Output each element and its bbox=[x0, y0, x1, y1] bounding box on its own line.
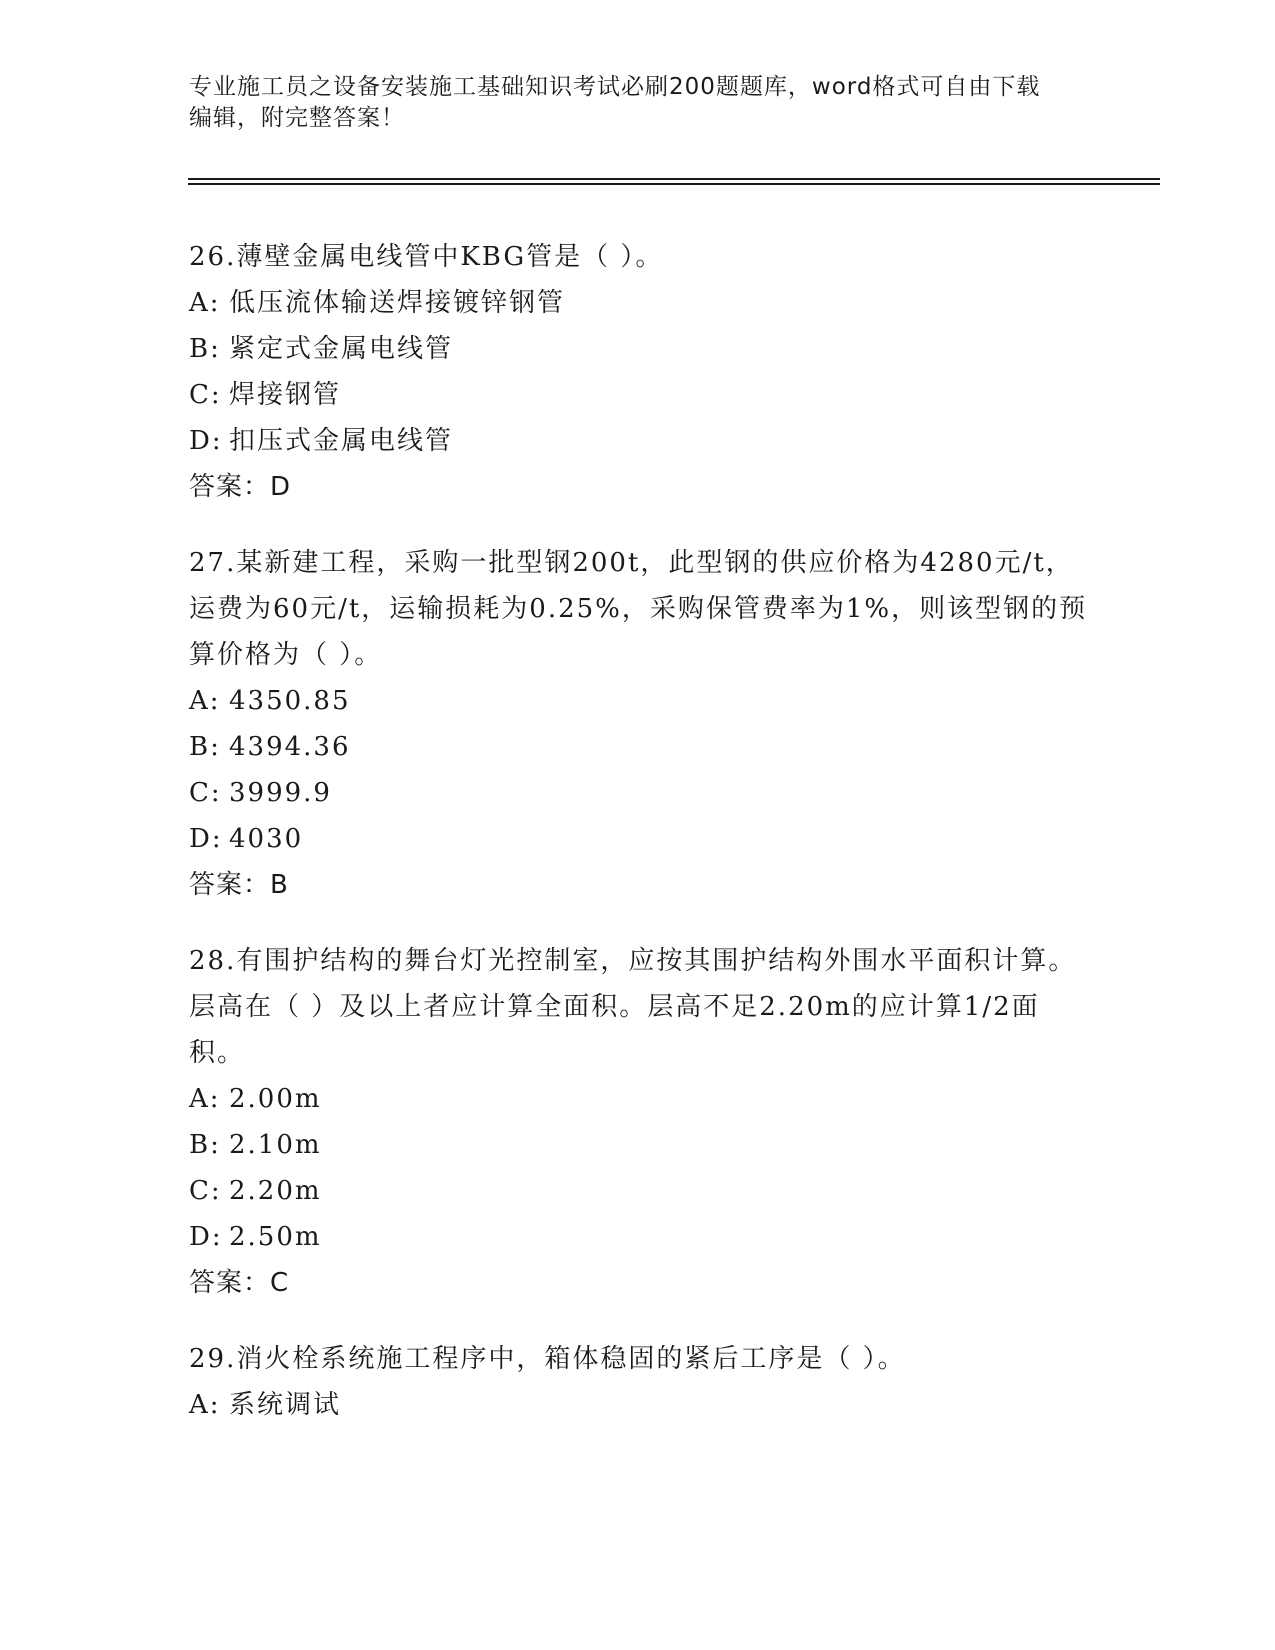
option-a bbox=[189, 678, 1089, 724]
option-text: 焊接钢管 bbox=[229, 380, 342, 410]
option-text: 2.10m bbox=[229, 1130, 322, 1160]
option-text: 2.00m bbox=[229, 1084, 322, 1114]
option-key: C: bbox=[189, 380, 222, 410]
option-text: 低压流体输送焊接镀锌钢管 bbox=[229, 288, 566, 318]
option-a bbox=[189, 1076, 1089, 1122]
option-b bbox=[189, 1122, 1089, 1168]
option-a bbox=[189, 280, 1089, 326]
option-text: 扣压式金属电线管 bbox=[229, 426, 454, 456]
question-28 bbox=[189, 938, 1089, 1306]
option-text: 2.50m bbox=[229, 1222, 322, 1252]
header-divider-top bbox=[188, 178, 1160, 180]
question-text: 29.消火栓系统施工程序中，箱体稳固的紧后工序是（ ）。 bbox=[189, 1344, 906, 1374]
option-text: 4030 bbox=[229, 824, 304, 854]
option-text: 紧定式金属电线管 bbox=[229, 334, 454, 364]
question-26 bbox=[189, 234, 1089, 510]
option-c bbox=[189, 770, 1089, 816]
question-list bbox=[189, 234, 1089, 1458]
option-d bbox=[189, 1214, 1089, 1260]
option-d bbox=[189, 816, 1089, 862]
option-a bbox=[189, 1382, 1089, 1428]
option-key: B: bbox=[189, 334, 221, 364]
answer-line: 答案：D bbox=[189, 472, 292, 502]
option-key: B: bbox=[189, 732, 221, 762]
option-key: D: bbox=[189, 426, 223, 456]
header-divider-bottom bbox=[188, 183, 1160, 185]
option-d bbox=[189, 418, 1089, 464]
question-29 bbox=[189, 1336, 1089, 1428]
option-text: 2.20m bbox=[229, 1176, 322, 1206]
option-key: B: bbox=[189, 1130, 221, 1160]
option-text: 系统调试 bbox=[229, 1390, 342, 1420]
answer-line: 答案：B bbox=[189, 870, 289, 900]
option-key: C: bbox=[189, 778, 222, 808]
option-b bbox=[189, 326, 1089, 372]
header-title-line-1: 专业施工员之设备安装施工基础知识考试必刷200题题库，word格式可自由下载 bbox=[189, 74, 1041, 100]
question-text: 28.有围护结构的舞台灯光控制室，应按其围护结构外围水平面积计算。层高在（ ）及以上者应计算全面积。层高不足2.20m的应计算1/2面积。 bbox=[189, 946, 1077, 1068]
option-key: A: bbox=[189, 1084, 221, 1114]
header-title-line-2: 编辑，附完整答案！ bbox=[189, 105, 405, 131]
question-text: 27.某新建工程，采购一批型钢200t，此型钢的供应价格为4280元/t，运费为60元/t，运输损耗为0.25%，采购保管费率为1%，则该型钢的预算价格为（ ）。 bbox=[189, 548, 1088, 670]
question-27 bbox=[189, 540, 1089, 908]
option-text: 3999.9 bbox=[229, 778, 332, 808]
option-key: A: bbox=[189, 1390, 221, 1420]
option-b bbox=[189, 724, 1089, 770]
option-c bbox=[189, 372, 1089, 418]
answer-line: 答案：C bbox=[189, 1268, 290, 1298]
option-key: D: bbox=[189, 1222, 223, 1252]
option-key: A: bbox=[189, 288, 221, 318]
option-key: C: bbox=[189, 1176, 222, 1206]
option-c bbox=[189, 1168, 1089, 1214]
option-key: A: bbox=[189, 686, 221, 716]
option-text: 4350.85 bbox=[229, 686, 351, 716]
question-text: 26.薄壁金属电线管中KBG管是（ ）。 bbox=[189, 242, 664, 272]
option-text: 4394.36 bbox=[229, 732, 351, 762]
option-key: D: bbox=[189, 824, 223, 854]
document-header bbox=[189, 72, 1089, 134]
